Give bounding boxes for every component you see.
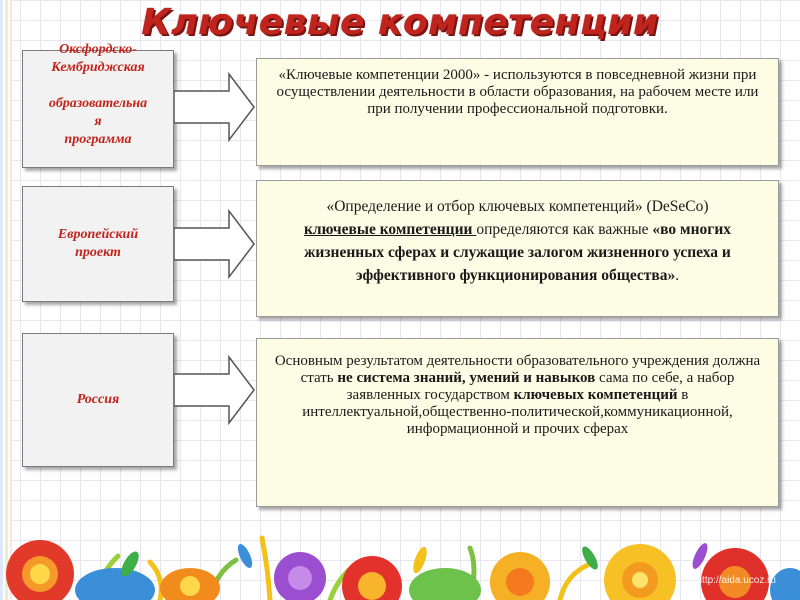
- card-deseco: [256, 180, 779, 317]
- card-text-deseco: [267, 195, 768, 287]
- decorative-flowers-border: [0, 478, 800, 600]
- card-text-competencies-2000: «Ключевые компетенции 2000» - используются в повседневной жизни при осуществлении деятельности в области образования, на рабочем месте или при получении профессиональной подготовки.: [276, 67, 759, 117]
- deseco-middle: определяются как важные: [476, 221, 653, 238]
- slide-title: Ключевые компетенции: [141, 2, 659, 43]
- arrow-right-icon: [174, 355, 256, 425]
- source-label-russia: Россия: [76, 392, 120, 407]
- card-competencies-2000: [256, 58, 779, 166]
- source-box-russia: [22, 333, 174, 467]
- arrow-right-icon: [174, 72, 256, 142]
- russia-text-a: Основным результатом деятельности образовательного учреждения должна стать: [274, 353, 761, 386]
- source-box-european-project: [22, 186, 174, 302]
- deseco-key-term: ключевые компетенции: [303, 221, 477, 238]
- arrow-right-icon: [174, 209, 256, 279]
- russia-text-d: ключевых компетенций: [513, 387, 678, 403]
- source-box-oxford-cambridge: [22, 42, 174, 168]
- russia-text-e: в интеллектуальной,общественно-политической,коммуникационной, информационной и прочих сферах: [302, 387, 733, 437]
- source-label-oxford-cambridge: Оксфордско- Кембриджская образовательна я программа: [48, 42, 148, 147]
- source-label-european-project: Европейский проект: [57, 227, 139, 260]
- deseco-end: .: [675, 267, 680, 284]
- russia-text-b: не система знаний, умений и навыков: [337, 370, 596, 386]
- deseco-quote: «во многих жизненных сферах и служащие залогом жизненного успеха и эффективного функционирования общества»: [304, 221, 732, 284]
- deseco-intro: «Определение и отбор ключевых компетенций» (DeSeCo): [326, 198, 709, 215]
- russia-text-c: сама по себе, а набор заявленных государством: [346, 370, 735, 403]
- watermark-url: http://aida.ucoz.ru: [696, 575, 776, 586]
